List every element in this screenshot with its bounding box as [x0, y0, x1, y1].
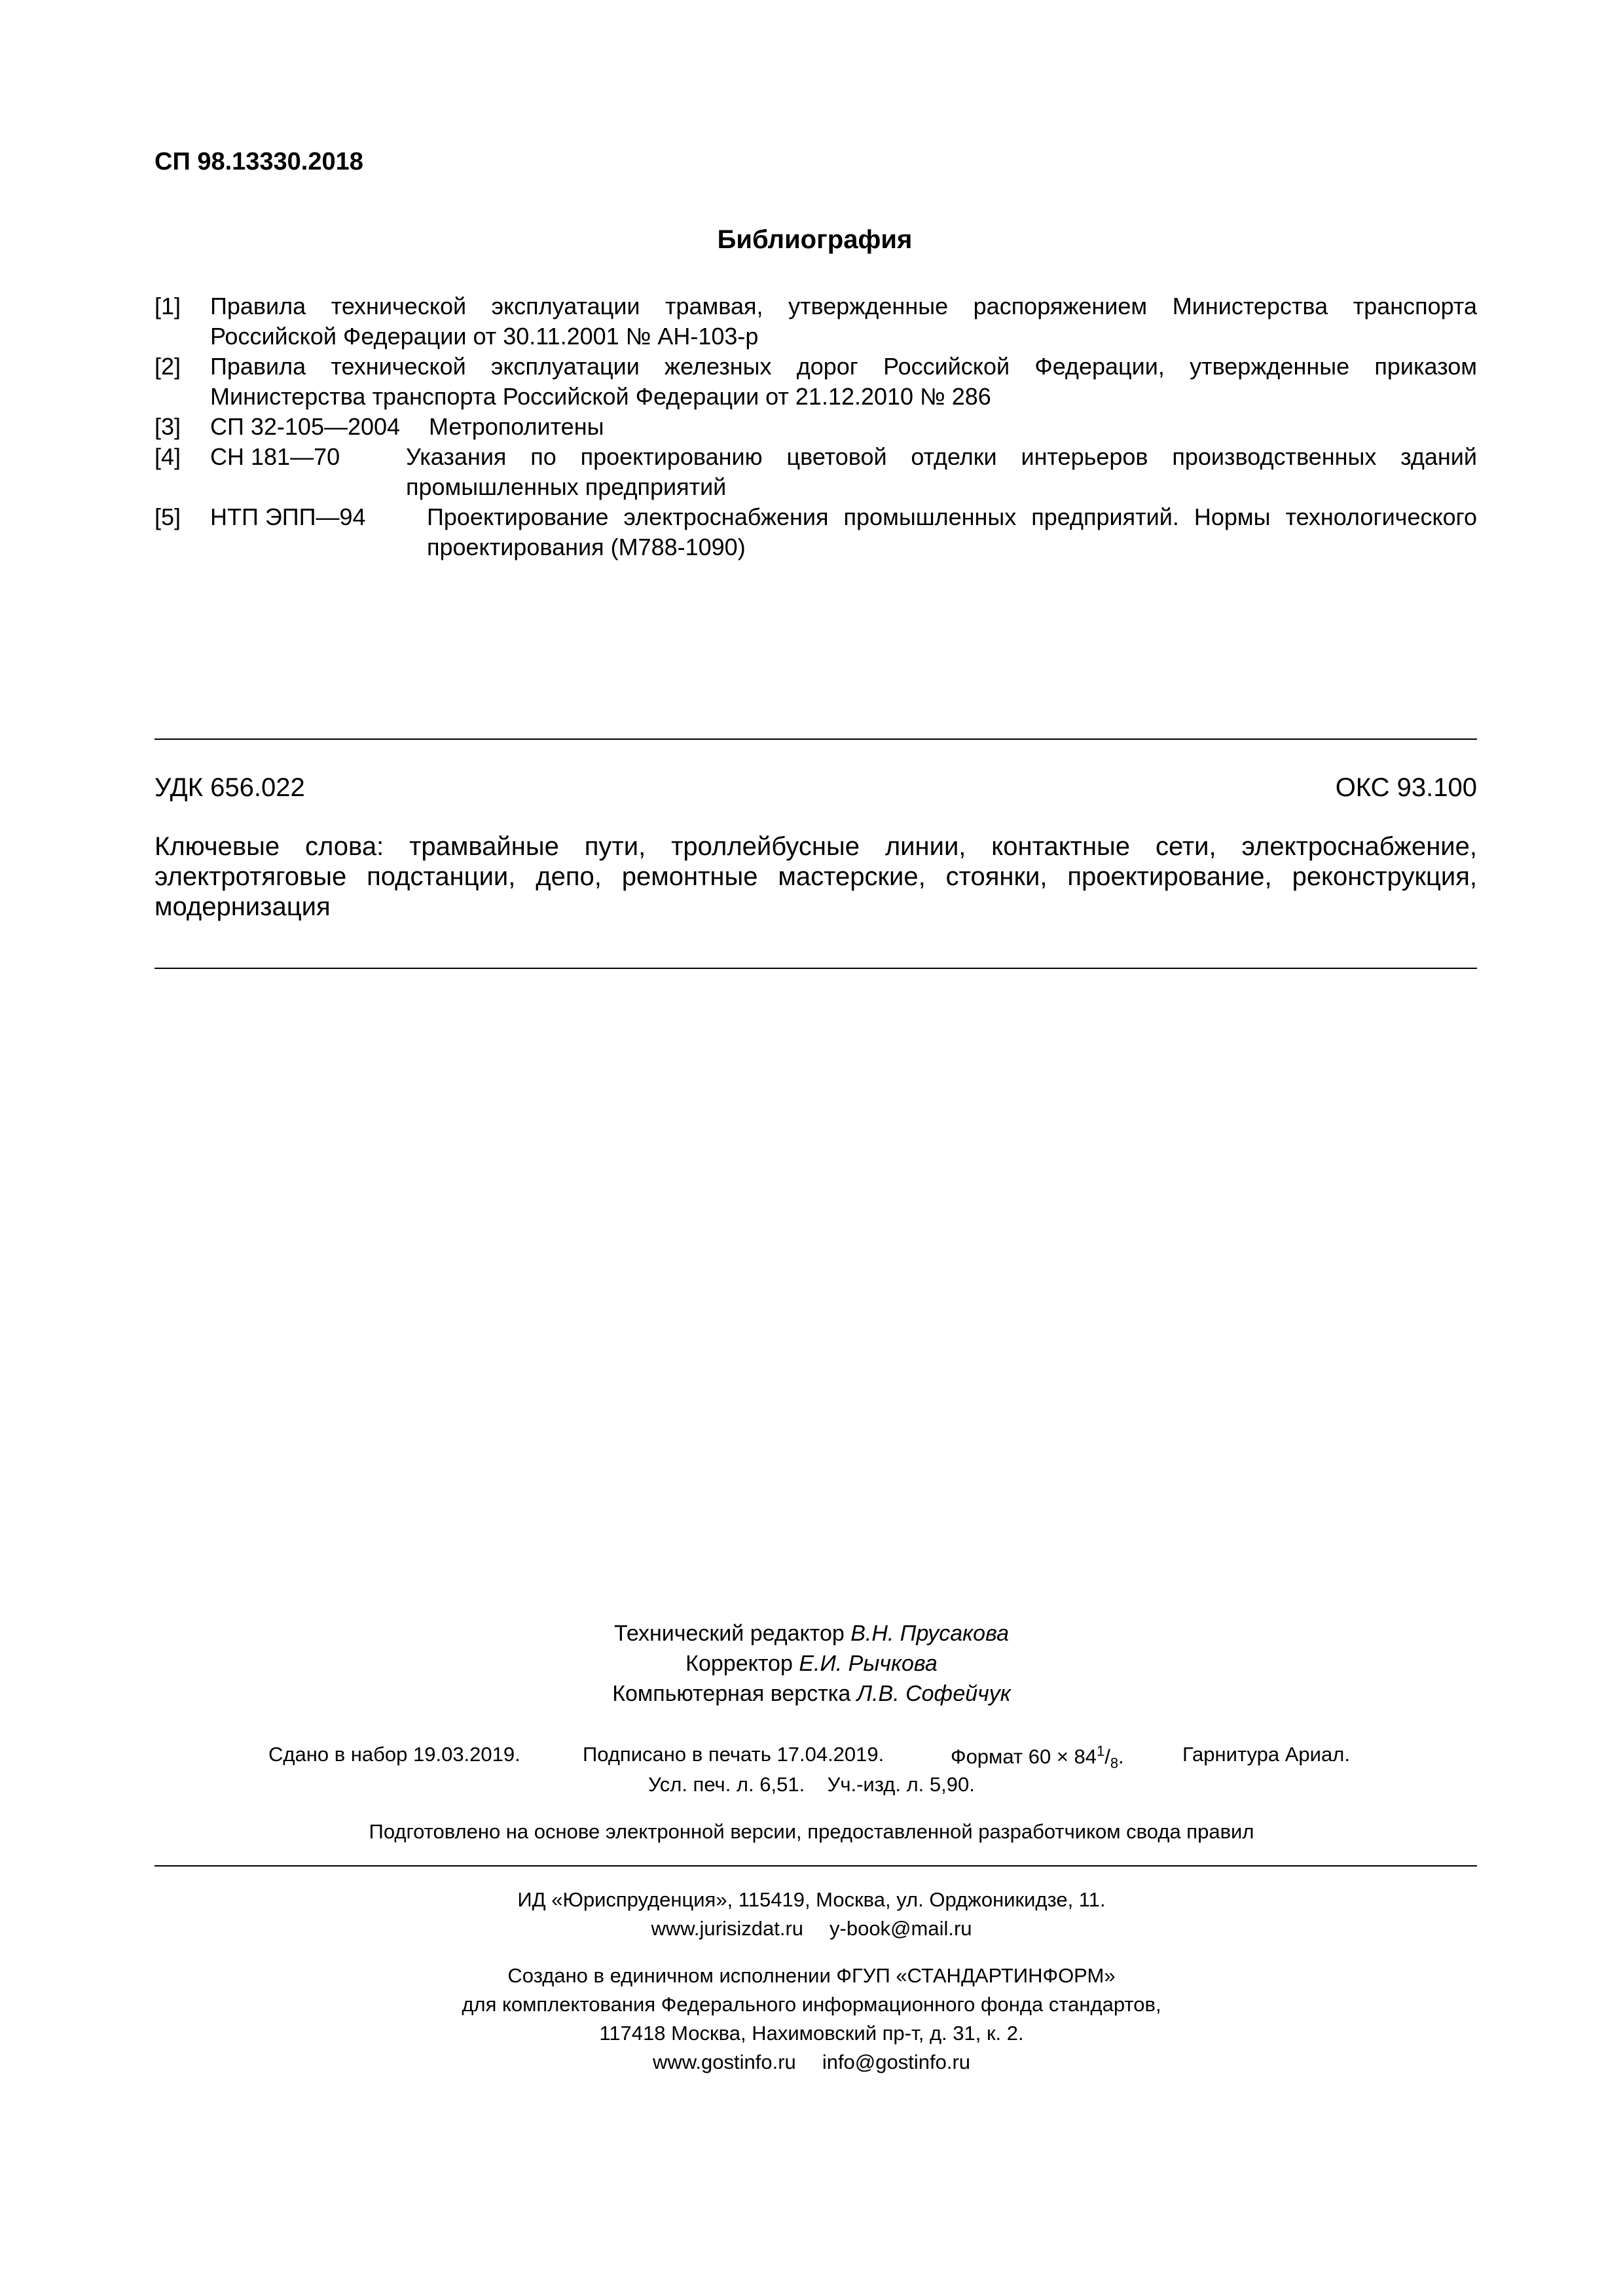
- oks-code: ОКС 93.100: [1335, 773, 1477, 802]
- typeset-date: Сдано в набор 19.03.2019.: [268, 1743, 520, 1766]
- credit-line: [0, 1679, 1623, 1709]
- credit-role: Компьютерная верстка: [612, 1681, 851, 1706]
- divider: [155, 738, 1477, 740]
- credit-name: Л.В. Софейчук: [856, 1681, 1011, 1706]
- bibliography-item: [155, 442, 1477, 502]
- print-sheets: Усл. печ. л. 6,51.: [648, 1773, 805, 1796]
- bibliography-item: [155, 502, 1477, 562]
- item-code: СН 181—70: [210, 443, 340, 470]
- publisher-site-link[interactable]: www.jurisizdat.ru: [651, 1917, 804, 1940]
- sheet-counts: [0, 1770, 1623, 1799]
- item-text: Правила технической эксплуатации трамвая, утвержденные распоряжением Министерства транспорта Российской Федерации от 30.11.2001 № АН-103-р: [210, 293, 1477, 350]
- udk-code: УДК 656.022: [155, 773, 305, 802]
- creator-line: Создано в единичном исполнении ФГУП «СТАНДАРТИНФОРМ»: [507, 1964, 1116, 1987]
- publication-sheets: Уч.-изд. л. 5,90.: [827, 1773, 975, 1796]
- credit-name: Е.И. Рычкова: [799, 1651, 938, 1676]
- item-text: Проектирование электроснабжения промышленных предприятий. Нормы технологического проектирования (М788-1090): [427, 503, 1477, 560]
- credit-line: [0, 1618, 1623, 1649]
- creator-line: для комплектования Федерального информационного фонда стандартов,: [462, 1993, 1161, 2016]
- keywords: Ключевые слова: трамвайные пути, троллейбусные линии, контактные сети, электроснабжение, электротяговые подстанции, депо, ремонтные мастерские, стоянки, проектирование, реконструкция, модернизация: [155, 832, 1477, 921]
- divider: [155, 968, 1477, 969]
- item-code: НТП ЭПП—94: [210, 503, 366, 530]
- publisher-email-link[interactable]: y-book@mail.ru: [830, 1917, 972, 1940]
- credit-role: Технический редактор: [613, 1621, 845, 1646]
- format-suffix: .: [1118, 1745, 1124, 1768]
- credit-name: В.Н. Прусакова: [850, 1621, 1010, 1646]
- credit-line: [0, 1649, 1623, 1679]
- typeface: Гарнитура Ариал.: [1182, 1743, 1350, 1766]
- format-prefix: Формат 60 × 84: [951, 1745, 1097, 1768]
- item-text: Метрополитены: [429, 413, 604, 440]
- document-code: СП 98.13330.2018: [155, 148, 363, 175]
- item-text: Указания по проектированию цветовой отделки интерьеров производственных зданий промышленных предприятий: [406, 443, 1477, 500]
- item-number: [3]: [155, 413, 181, 440]
- creator-address: 117418 Москва, Нахимовский пр-т, д. 31, к. 2.: [599, 2022, 1024, 2045]
- credit-role: Корректор: [685, 1651, 793, 1676]
- prepared-note: Подготовлено на основе электронной версии, предоставленной разработчиком свода правил: [369, 1820, 1254, 1843]
- print-format: Формат $60 \times 84^1/_8$.: [951, 1743, 1124, 1772]
- publisher-address: ИД «Юриспруденция», 115419, Москва, ул. Орджоникидзе, 11.: [517, 1888, 1106, 1911]
- bibliography-item: [155, 352, 1477, 412]
- item-text: Правила технической эксплуатации железных дорог Российской Федерации, утвержденные приказом Министерства транспорта Российской Федерации от 21.12.2010 № 286: [210, 353, 1477, 410]
- creator-contacts: [0, 2048, 1623, 2077]
- divider: [155, 1865, 1477, 1867]
- format-numerator: 1: [1097, 1743, 1105, 1759]
- item-number: [1]: [155, 293, 181, 319]
- item-number: [4]: [155, 443, 181, 470]
- item-code: СП 32-105—2004: [210, 413, 401, 440]
- publisher-contacts: [0, 1914, 1623, 1943]
- format-denominator: 8: [1110, 1755, 1119, 1772]
- signed-date: Подписано в печать 17.04.2019.: [583, 1743, 884, 1766]
- bibliography-title: Библиография: [717, 225, 913, 254]
- bibliography-item: [155, 412, 1477, 442]
- bibliography-item: [155, 291, 1477, 352]
- item-number: [5]: [155, 503, 181, 530]
- item-number: [2]: [155, 353, 181, 380]
- creator-site-link[interactable]: www.gostinfo.ru: [652, 2050, 796, 2073]
- creator-email-link[interactable]: info@gostinfo.ru: [822, 2050, 971, 2073]
